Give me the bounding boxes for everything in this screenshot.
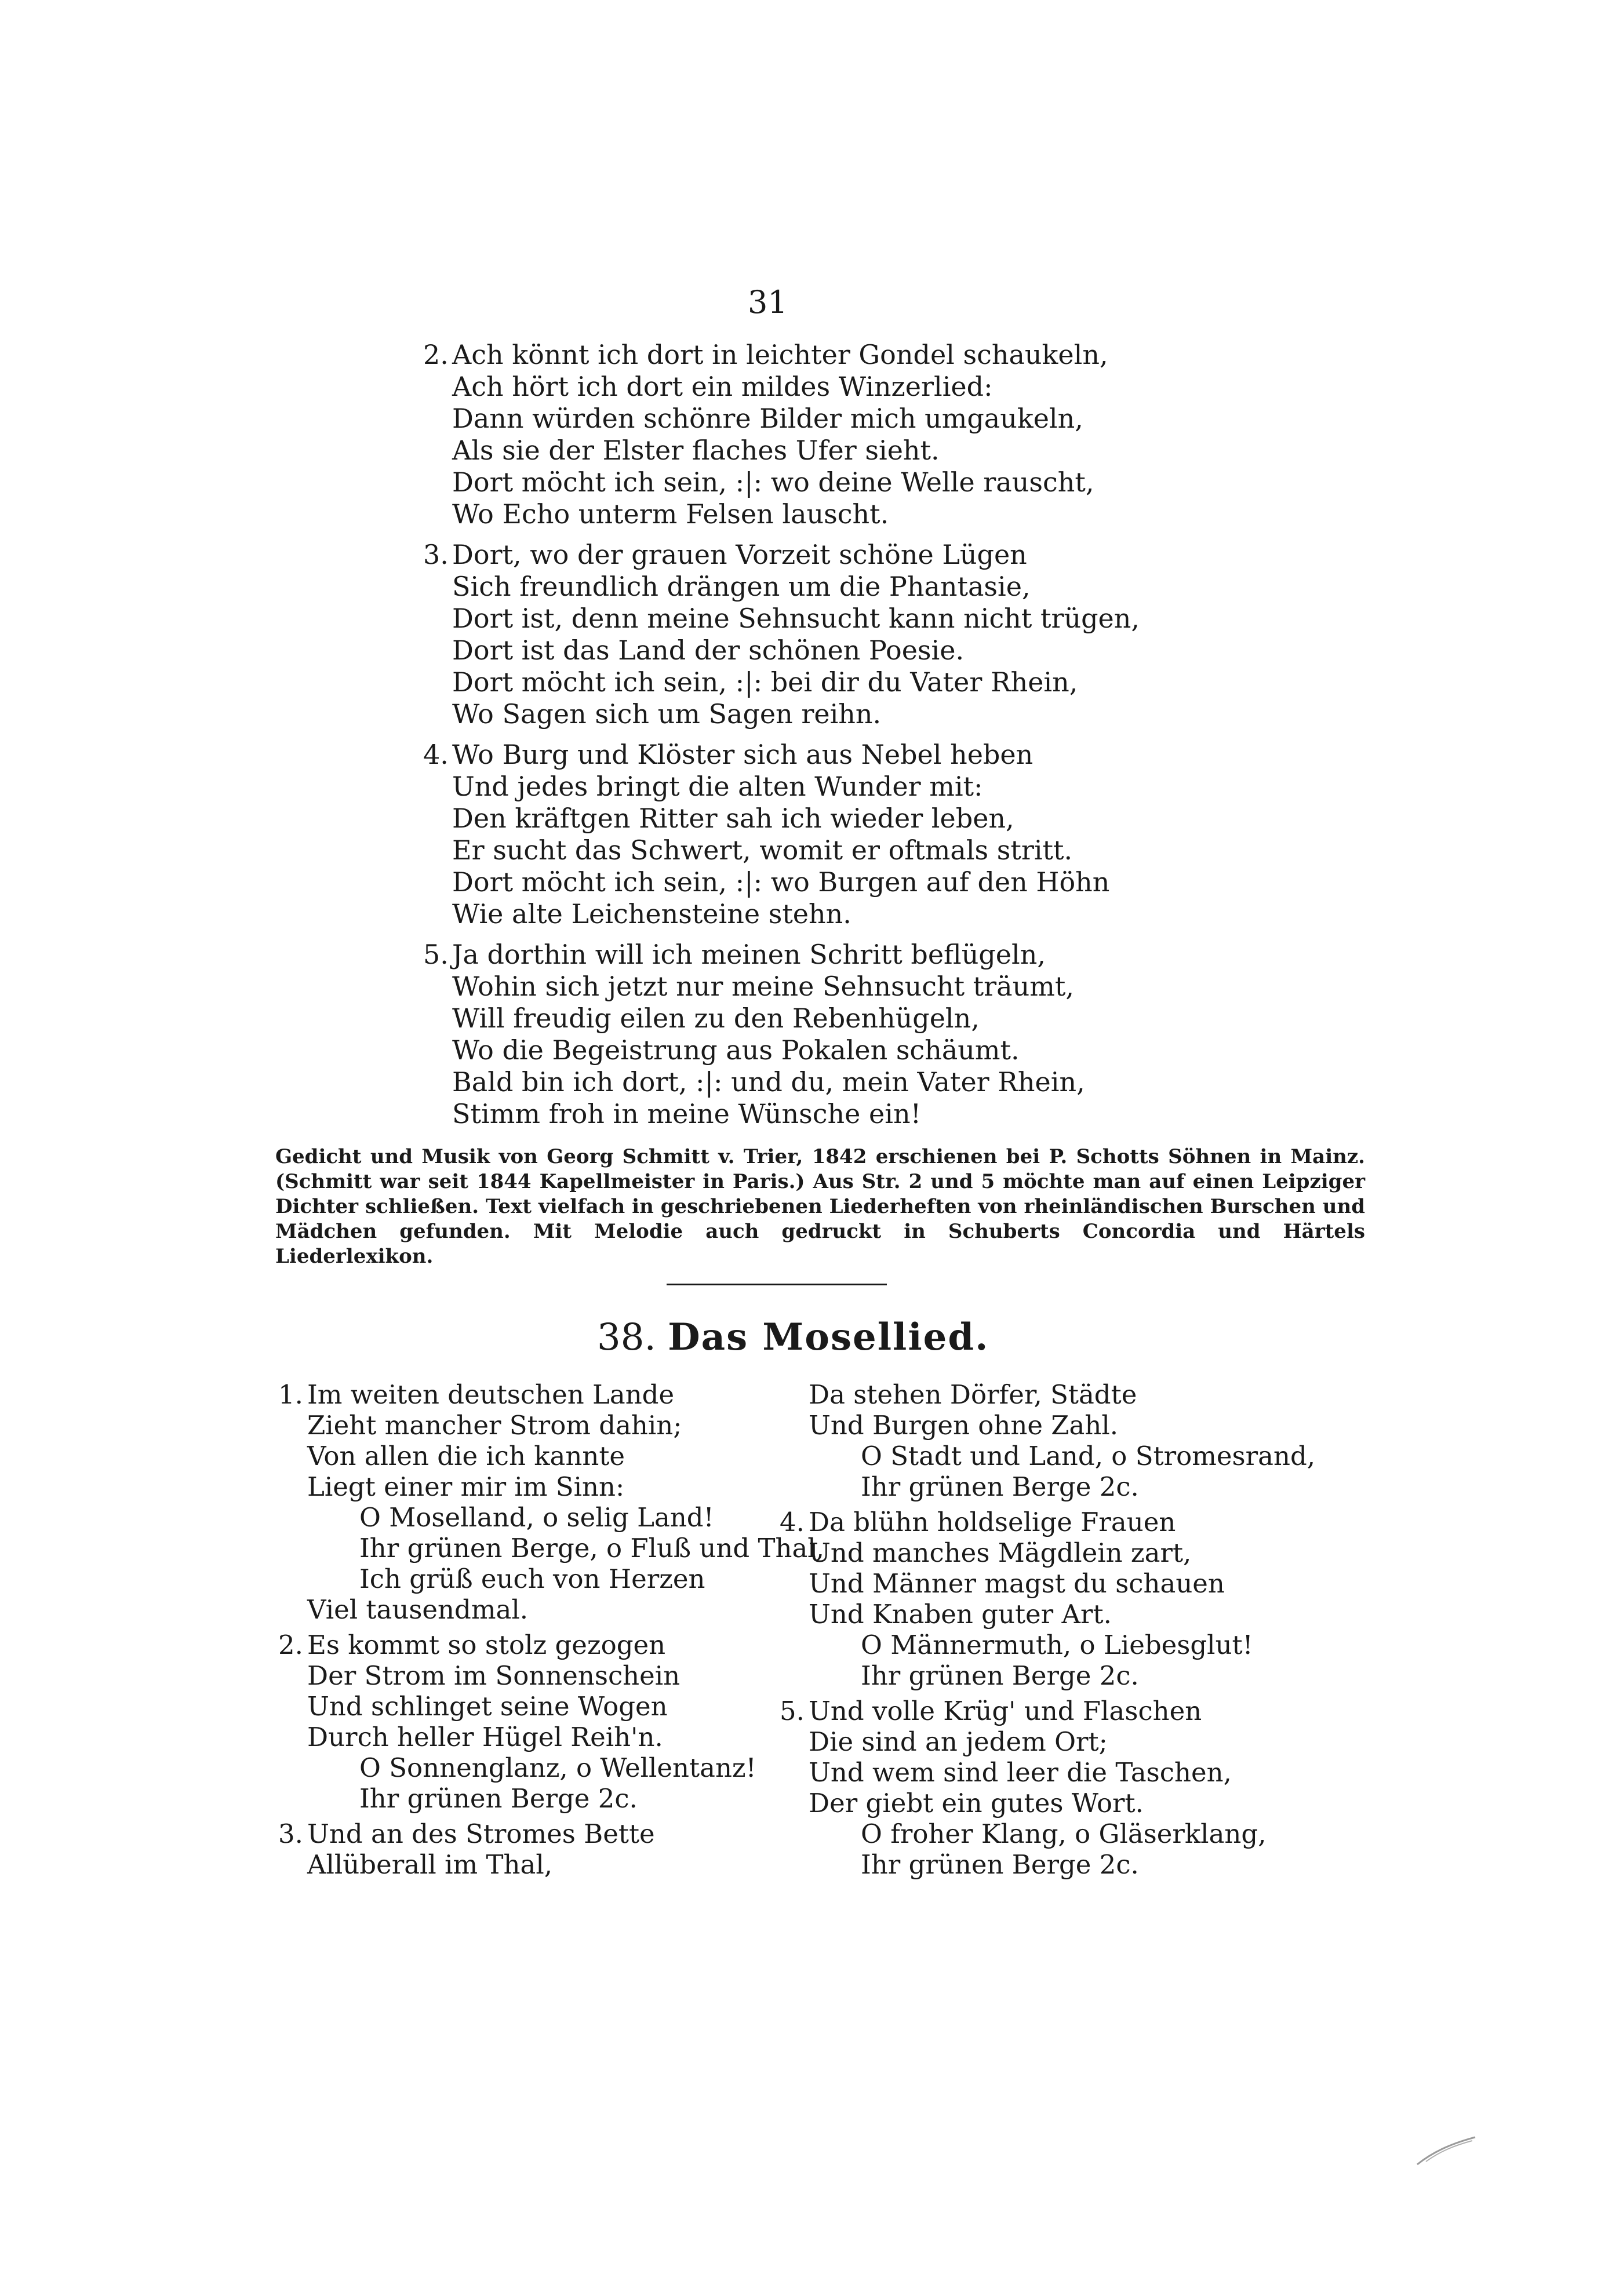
verse-2 [423, 339, 1108, 530]
stanza-line: Ihr grünen Berge 2c. [359, 1783, 638, 1814]
verse-line: Dort möcht ich sein, :|: wo deine Welle rauscht, [452, 467, 1094, 498]
stanza-line: O Sonnenglanz, o Wellentanz! [359, 1752, 756, 1783]
verse-line: Stimm froh in meine Wünsche ein! [452, 1098, 922, 1129]
verse-line: Sich freundlich drängen um die Phantasie, [452, 571, 1031, 602]
stanza-line: Durch heller Hügel Reih'n. [307, 1722, 663, 1752]
stanza-line: Und Knaben guter Art. [809, 1599, 1112, 1630]
stanza-line: O Moselland, o selig Land! [359, 1502, 714, 1533]
stanza-line: O Männermuth, o Liebesglut! [861, 1630, 1253, 1660]
stanza-line: Und Männer magst du schauen [809, 1568, 1225, 1599]
stanza-line: Da stehen Dörfer, Städte [809, 1379, 1137, 1410]
verse-line: 3. Dort, wo der grauen Vorzeit schöne Lügen [423, 539, 1027, 570]
stanza-line: Ich grüß euch von Herzen [359, 1564, 705, 1594]
verse-line: Dort möcht ich sein, :|: wo Burgen auf den Höhn [452, 866, 1110, 898]
stanza-number: 2. [278, 1630, 303, 1660]
stanza-line: Und schlinget seine Wogen [307, 1691, 668, 1722]
stanza-3-continued [809, 1379, 1315, 1502]
verse-line: Und jedes bringt die alten Wunder mit: [452, 771, 983, 802]
stanza-line: 5. Und volle Krüg' und Flaschen [780, 1696, 1202, 1726]
verse-5 [423, 939, 1085, 1130]
verse-line: Dann würden schönre Bilder mich umgaukeln, [452, 403, 1083, 434]
stanza-line: Liegt einer mir im Sinn: [307, 1471, 625, 1502]
stanza-4 [780, 1507, 1315, 1691]
verse-line: Dort ist, denn meine Sehnsucht kann nicht trügen, [452, 603, 1140, 634]
verse-number: 5. [423, 939, 449, 970]
stanza-line: Viel tausendmal. [307, 1594, 529, 1625]
stanza-number: 4. [780, 1507, 805, 1537]
verse-line: Bald bin ich dort, :|: und du, mein Vater Rhein, [452, 1066, 1085, 1098]
stanza-line: Ihr grünen Berge 2c. [861, 1849, 1139, 1880]
verse-line: Wo Echo unterm Felsen lauscht. [452, 498, 889, 530]
verse-line: Wie alte Leichensteine stehn. [452, 898, 851, 930]
verse-3 [423, 539, 1140, 730]
stanza-line: Ihr grünen Berge 2c. [861, 1660, 1139, 1691]
verse-line: Wo die Begeistrung aus Pokalen schäumt. [452, 1034, 1020, 1066]
stanza-line: Und wem sind leer die Taschen, [809, 1757, 1232, 1788]
stanza-line: Die sind an jedem Ort; [809, 1726, 1108, 1757]
verse-line: Will freudig eilen zu den Rebenhügeln, [452, 1003, 980, 1034]
stanza-line: Und Burgen ohne Zahl. [809, 1410, 1119, 1441]
stanza-line: 4. Da blühn holdselige Frauen [780, 1507, 1176, 1537]
stanza-line: 1. Im weiten deutschen Lande [278, 1379, 675, 1410]
song-number: 38. [597, 1316, 656, 1359]
verse-line: 4. Wo Burg und Klöster sich aus Nebel heben [423, 739, 1034, 770]
verse-4 [423, 739, 1110, 930]
stanza-line: Und manches Mägdlein zart, [809, 1537, 1192, 1568]
verse-number: 2. [423, 339, 449, 370]
verse-line: Als sie der Elster flaches Ufer sieht. [452, 435, 940, 466]
verse-line: Ach hört ich dort ein mildes Winzerlied: [452, 371, 993, 402]
stanza-line: Ihr grünen Berge 2c. [861, 1471, 1139, 1502]
section-divider [667, 1284, 887, 1285]
verse-line: Wohin sich jetzt nur meine Sehnsucht träumt, [452, 971, 1074, 1002]
stanza-line: O Stadt und Land, o Stromesrand, [861, 1441, 1316, 1471]
verse-line: Dort möcht ich sein, :|: bei dir du Vater Rhein, [452, 666, 1078, 698]
stanza-line: Ihr grünen Berge, o Fluß und Thal, [359, 1533, 824, 1564]
stanza-line: Zieht mancher Strom dahin; [307, 1410, 682, 1441]
verse-line: Dort ist das Land der schönen Poesie. [452, 635, 965, 666]
stanza-5 [780, 1696, 1315, 1880]
stanza-3 [278, 1818, 824, 1880]
song-heading [597, 1315, 989, 1359]
stanza-line: 3. Und an des Stromes Bette [278, 1818, 655, 1849]
stanza-line: Der giebt ein gutes Wort. [809, 1788, 1144, 1818]
stanza-line: Der Strom im Sonnenschein [307, 1660, 681, 1691]
source-note: Gedicht und Musik von Georg Schmitt v. Trier, 1842 erschienen bei P. Schotts Söhnen in Mainz. (Schmitt war seit 1844 Kapellmeister in Paris.) Aus Str. 2 und 5 möchte man auf einen Leipziger Dichter schließen. Text vielfach in geschriebenen Liederheften von rheinländischen Burschen und Mädchen gefunden. Mit Melodie auch gedruckt in Schuberts Concordia und Härtels Liederlexikon. [275, 1145, 1365, 1268]
verse-line: Wo Sagen sich um Sagen reihn. [452, 698, 882, 730]
stanza-line: 2. Es kommt so stolz gezogen [278, 1630, 666, 1660]
stanza-line: O froher Klang, o Gläserklang, [861, 1818, 1267, 1849]
page-number: 31 [748, 284, 788, 320]
pencil-mark [1414, 2133, 1478, 2167]
verse-number: 4. [423, 739, 449, 770]
verse-number: 3. [423, 539, 449, 570]
verse-line: 5. Ja dorthin will ich meinen Schritt beflügeln, [423, 939, 1046, 970]
verse-line: 2. Ach könnt ich dort in leichter Gondel schaukeln, [423, 339, 1108, 370]
song-title: Das Mosellied. [668, 1315, 989, 1359]
stanza-1 [278, 1379, 824, 1625]
verse-line: Er sucht das Schwert, womit er oftmals stritt. [452, 834, 1073, 866]
song-left-column [278, 1379, 824, 1880]
song-right-column [780, 1379, 1316, 1880]
stanza-number: 1. [278, 1379, 303, 1410]
stanza-line: Von allen die ich kannte [307, 1441, 625, 1471]
stanza-number: 3. [278, 1818, 303, 1849]
verse-line: Den kräftgen Ritter sah ich wieder leben, [452, 803, 1014, 834]
stanza-number: 5. [780, 1696, 805, 1726]
stanza-line: Allüberall im Thal, [307, 1849, 553, 1880]
stanza-2 [278, 1630, 824, 1814]
